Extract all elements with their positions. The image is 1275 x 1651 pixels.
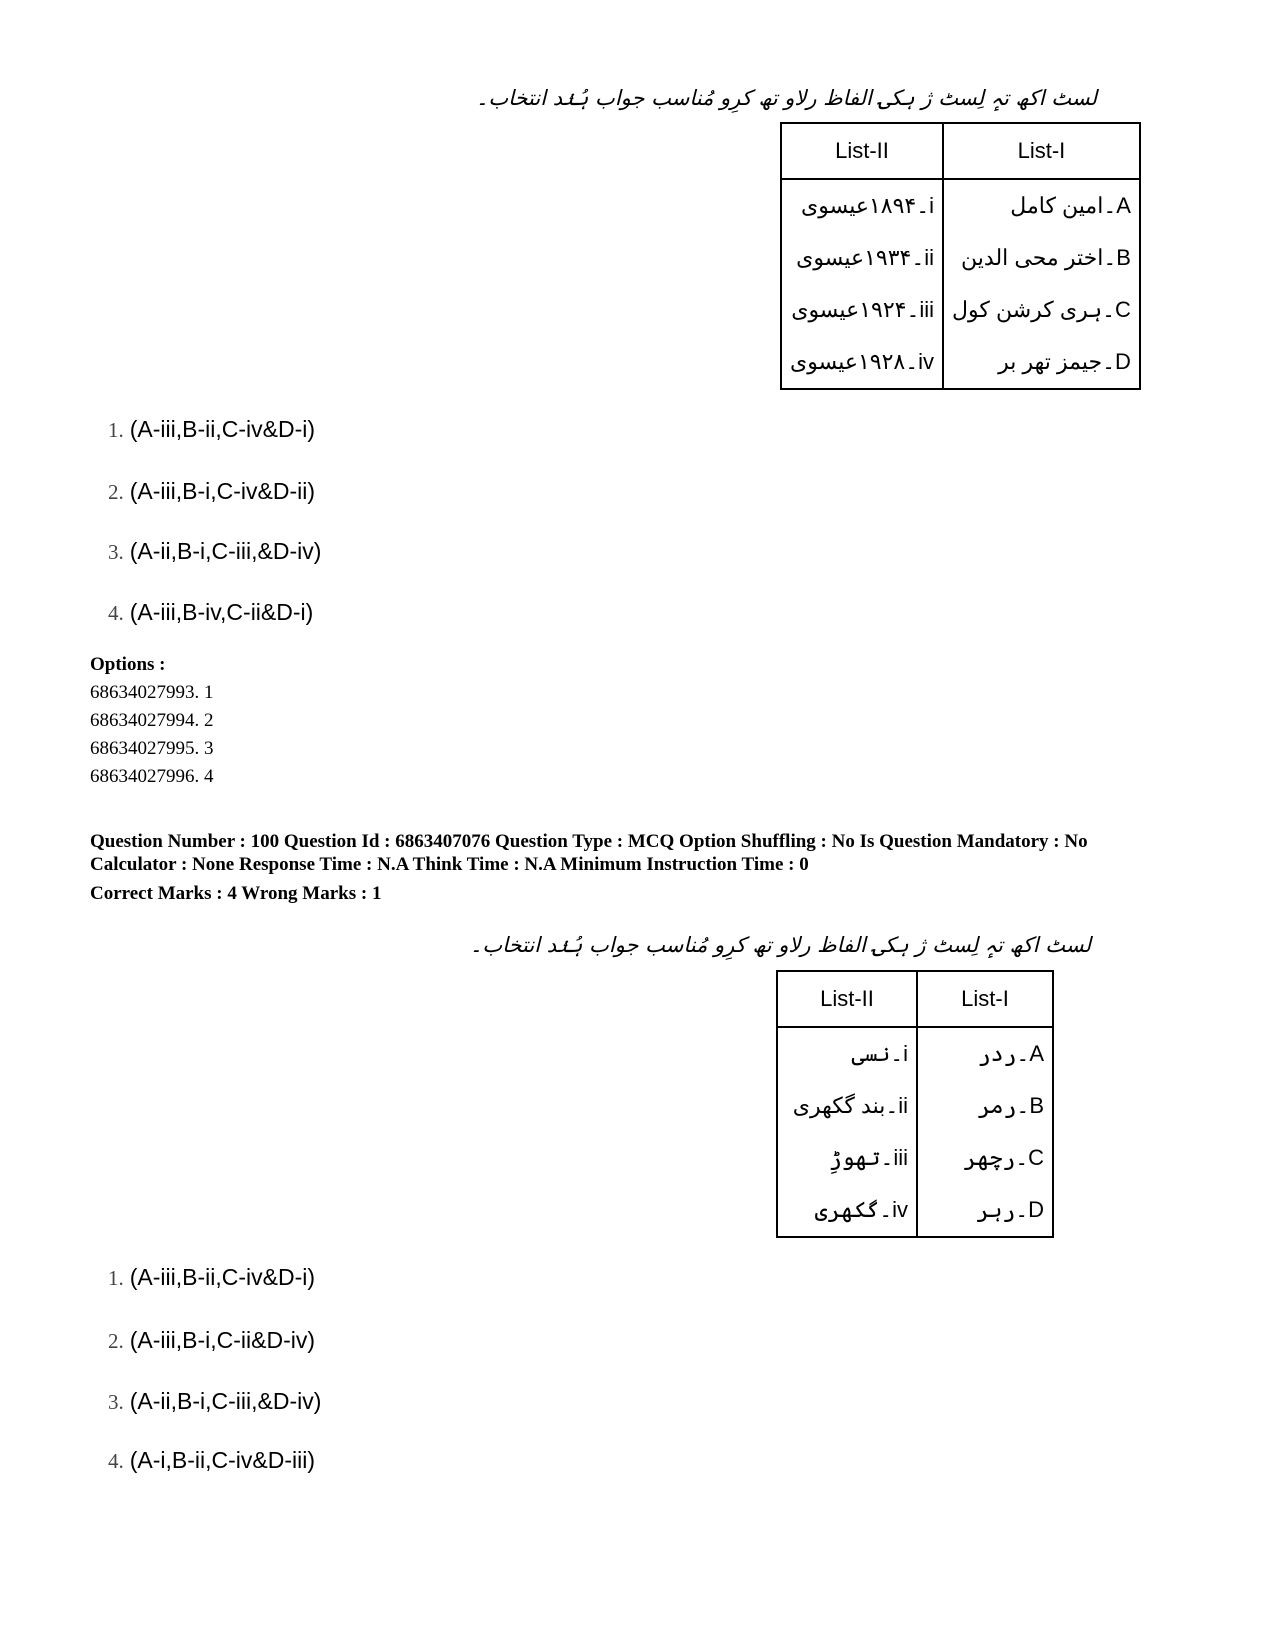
q99-option-4[interactable] bbox=[108, 599, 313, 626]
list-ii-cell: iv۔۱۹۲۸عیسوی bbox=[781, 336, 943, 389]
option-number: 1. bbox=[108, 1266, 124, 1290]
option-number: 2. bbox=[108, 480, 124, 504]
list-i-cell: C۔رچھر bbox=[917, 1132, 1053, 1184]
list-ii-cell: ii۔بند گکھری bbox=[777, 1080, 917, 1132]
list-ii-header: List-II bbox=[777, 971, 917, 1027]
list-ii-cell: iv۔گکھری bbox=[777, 1184, 917, 1237]
option-id-line: 68634027994. 2 bbox=[90, 710, 214, 731]
list-i-cell: D۔رہر bbox=[917, 1184, 1053, 1237]
option-text: (A-iii,B-iv,C-ii&D-i) bbox=[129, 599, 314, 625]
option-number: 3. bbox=[108, 540, 124, 564]
option-number: 3. bbox=[108, 1390, 124, 1414]
question-meta: Question Number : 100 Question Id : 6863407076 Question Type : MCQ Option Shuffling : No Is Question Mandatory : No Calculator : None Response Time : N.A Think Time : N.A Minimum Instruction Time : 0 bbox=[90, 831, 1088, 875]
list-ii-cell: iii۔تھوڑِ bbox=[777, 1132, 917, 1184]
option-number: 2. bbox=[108, 1329, 124, 1353]
q99-option-1[interactable] bbox=[108, 416, 315, 443]
list-i-cell: A۔امین کامل bbox=[943, 179, 1140, 232]
option-text: (A-ii,B-i,C-iii,&D-iv) bbox=[129, 538, 322, 564]
list-i-cell: B۔اختر محی الدین bbox=[943, 232, 1140, 284]
option-text: (A-iii,B-ii,C-iv&D-i) bbox=[129, 416, 315, 442]
list-ii-cell: i۔نسی bbox=[777, 1027, 917, 1080]
list-ii-cell: ii۔۱۹۳۴عیسوی bbox=[781, 232, 943, 284]
q100-option-2[interactable] bbox=[108, 1327, 315, 1354]
list-i-cell: D۔جیمز تھر بر bbox=[943, 336, 1140, 389]
q99-match-table bbox=[780, 122, 1141, 390]
list-i-cell: A۔ردر bbox=[917, 1027, 1053, 1080]
option-id-line: 68634027993. 1 bbox=[90, 682, 214, 703]
list-ii-cell: iii۔۱۹۲۴عیسوی bbox=[781, 284, 943, 336]
option-id-line: 68634027996. 4 bbox=[90, 766, 214, 787]
option-text: (A-iii,B-i,C-ii&D-iv) bbox=[129, 1327, 315, 1353]
list-i-cell: B۔رمر bbox=[917, 1080, 1053, 1132]
list-ii-header: List-II bbox=[781, 123, 943, 179]
option-number: 1. bbox=[108, 418, 124, 442]
list-i-header: List-I bbox=[917, 971, 1053, 1027]
q100-option-3[interactable] bbox=[108, 1388, 321, 1415]
option-text: (A-iii,B-i,C-iv&D-ii) bbox=[129, 478, 315, 504]
q99-instruction: لسٹ اکھ تہٕ لِسٹ ژ ہکۍ الفاظ رلاو تھ کرِو مُناسب جواب ہُنٛد انتخاب۔ bbox=[476, 86, 1097, 110]
options-label: Options : bbox=[90, 654, 166, 675]
option-text: (A-ii,B-i,C-iii,&D-iv) bbox=[129, 1388, 322, 1414]
option-text: (A-iii,B-ii,C-iv&D-i) bbox=[129, 1264, 315, 1290]
marks-info: Correct Marks : 4 Wrong Marks : 1 bbox=[90, 883, 382, 904]
list-i-header: List-I bbox=[943, 123, 1140, 179]
option-text: (A-i,B-ii,C-iv&D-iii) bbox=[129, 1447, 315, 1473]
q100-option-1[interactable] bbox=[108, 1264, 315, 1291]
q100-match-table bbox=[776, 970, 1054, 1238]
option-number: 4. bbox=[108, 601, 124, 625]
option-id-line: 68634027995. 3 bbox=[90, 738, 214, 759]
list-i-cell: C۔ہری کرشن کول bbox=[943, 284, 1140, 336]
option-number: 4. bbox=[108, 1449, 124, 1473]
q100-option-4[interactable] bbox=[108, 1447, 315, 1474]
q100-instruction: لسٹ اکھ تہٕ لِسٹ ژ ہکۍ الفاظ رلاو تھ کرِو مُناسب جواب ہُنٛد انتخاب۔ bbox=[470, 933, 1091, 957]
list-ii-cell: i۔۱۸۹۴عیسوی bbox=[781, 179, 943, 232]
q99-option-2[interactable] bbox=[108, 478, 315, 505]
q99-option-3[interactable] bbox=[108, 538, 321, 565]
